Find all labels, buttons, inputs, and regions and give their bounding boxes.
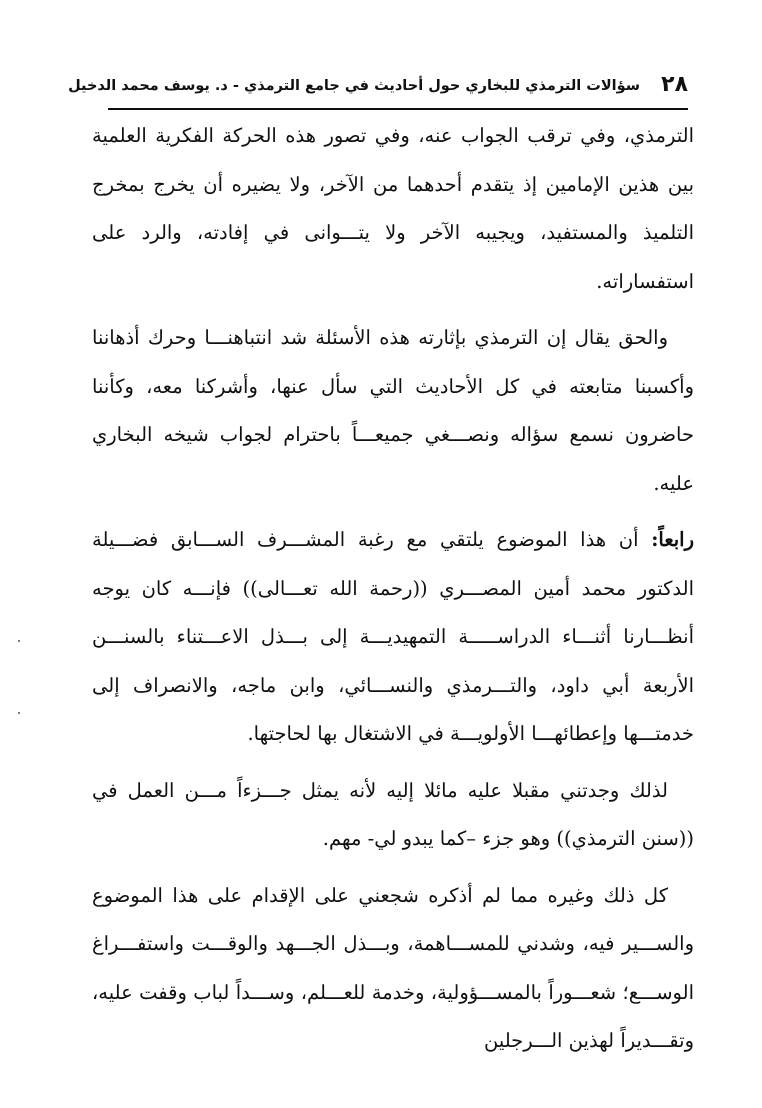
page-number: ٢٨ (661, 72, 688, 97)
page-header (68, 70, 688, 110)
paragraph-text: أن هذا الموضوع يلتقي مع رغبة المشـــرف الســـابق فضـــيلة الدكتور محمد أمين المصـــري ((رحمة الله تعـــالى)) فإنـــه كان يوجه أنظـــارنا أثنـــاء الدراســـــة التمهيديـــة إلى بـــذل الاعـــتناء بالسنـــن الأربعة أبي داود، والتـــرمذي والنســـائي، وابن ماجه، والانصراف إلى خدمتـــها وإعطائهـــا الأولويـــة في الاشتغال بها لحاجتها. (92, 528, 694, 745)
scan-speck (18, 712, 20, 714)
scan-speck (18, 640, 20, 642)
header-rule (108, 108, 688, 110)
paragraph-text: الترمذي، وفي ترقب الجواب عنه، وفي تصور هذه الحركة الفكرية العلمية بين هذين الإمامين إذ يتقدم أحدهما من الآخر، ولا يضيره أن يخرج بمخرج التلميذ والمستفيد، ويجيبه الآخر ولا يتـــوانى في إفادته، والرد على استفساراته. (92, 124, 694, 293)
paragraph-text: لذلك وجدتني مقبلا عليه مائلا إليه لأنه يمثل جـــزءاً مـــن العمل في ((سنن الترمذي)) وهو جزء –كما يبدو لي- مهم. (92, 778, 694, 850)
running-title: سؤالات الترمذي للبخاري حول أحاديث في جامع الترمذي - د. يوسف محمد الدخيل (68, 78, 640, 94)
body-text (92, 112, 694, 1074)
paragraph-5 (92, 872, 694, 1066)
paragraph-text: كل ذلك وغيره مما لم أذكره شجعني على الإقدام على هذا الموضوع والســـير فيه، وشدني للمســـاهمة، وبـــذل الجـــهد والوقـــت واستفـــراغ الوســـع؛ شعـــوراً بالمســـؤولية، وخدمة للعـــلم، وســـداً لباب وقفت عليه، وتقـــديراً لهذين الـــرجلين (92, 883, 694, 1052)
paragraph-4 (92, 767, 694, 864)
paragraph-2 (92, 314, 694, 508)
paragraph-3 (92, 516, 694, 759)
paragraph-text: والحق يقال إن الترمذي بإثارته هذه الأسئلة شد انتباهنـــا وحرك أذهاننا وأكسبنا متابعته في كل الأحاديث التي سأل عنها، وأشركنا معه، وكأننا حاضرون نسمع سؤاله ونصـــغي جميعـــاً باحترام لجواب شيخه البخاري عليه. (92, 326, 694, 495)
paragraph-lead: رابعاً: (651, 528, 694, 551)
paragraph-1 (92, 112, 694, 306)
